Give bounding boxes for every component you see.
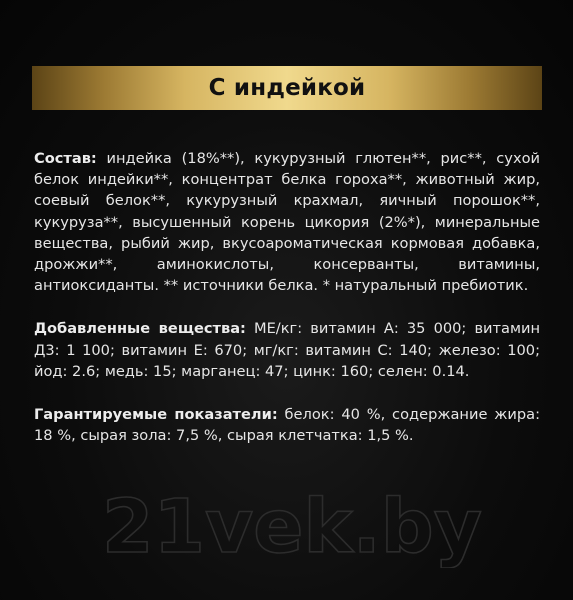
composition-text: индейка (18%**), кукурузный глютен**, рис**, сухой белок индейки**, концентрат белка гороха**, животный жир, соевый белок**, кукурузный крахмал, яичный порошок**, кукуруза**, высушенный корень цикория (2%*), минеральные вещества, рыбий жир, вкусоароматическая кормовая добавка, дрожжи**, аминокислоты, консерванты, витамины, антиоксиданты. ** источники белка. * натуральный пребиотик. [34,150,540,295]
composition-label: Состав: [34,150,97,167]
watermark-text: 21vek.by [102,488,482,568]
additives-text: МЕ/кг: витамин А: 35 000; витамин Д3: 1 100; витамин Е: 670; мг/кг: витамин С: 140; железо: 100; йод: 2.6; медь: 15; марганец: 47; цинк: 160; селен: 0.14. [34,320,541,380]
additives-paragraph [34,318,540,382]
guaranteed-label: Гарантируемые показатели: [34,406,278,424]
watermark-logo [52,488,532,568]
guaranteed-paragraph [34,404,540,446]
title-banner [32,66,542,110]
composition-paragraph [34,148,540,296]
additives-section [34,318,540,382]
banner-title: С индейкой [208,75,366,101]
additives-label: Добавленные вещества: [34,320,246,338]
guaranteed-section [34,404,540,446]
composition-section [34,148,540,296]
guaranteed-text: белок: 40 %, содержание жира: 18 %, сырая зола: 7,5 %, сырая клетчатка: 1,5 %. [34,406,541,445]
content-area [34,148,540,468]
